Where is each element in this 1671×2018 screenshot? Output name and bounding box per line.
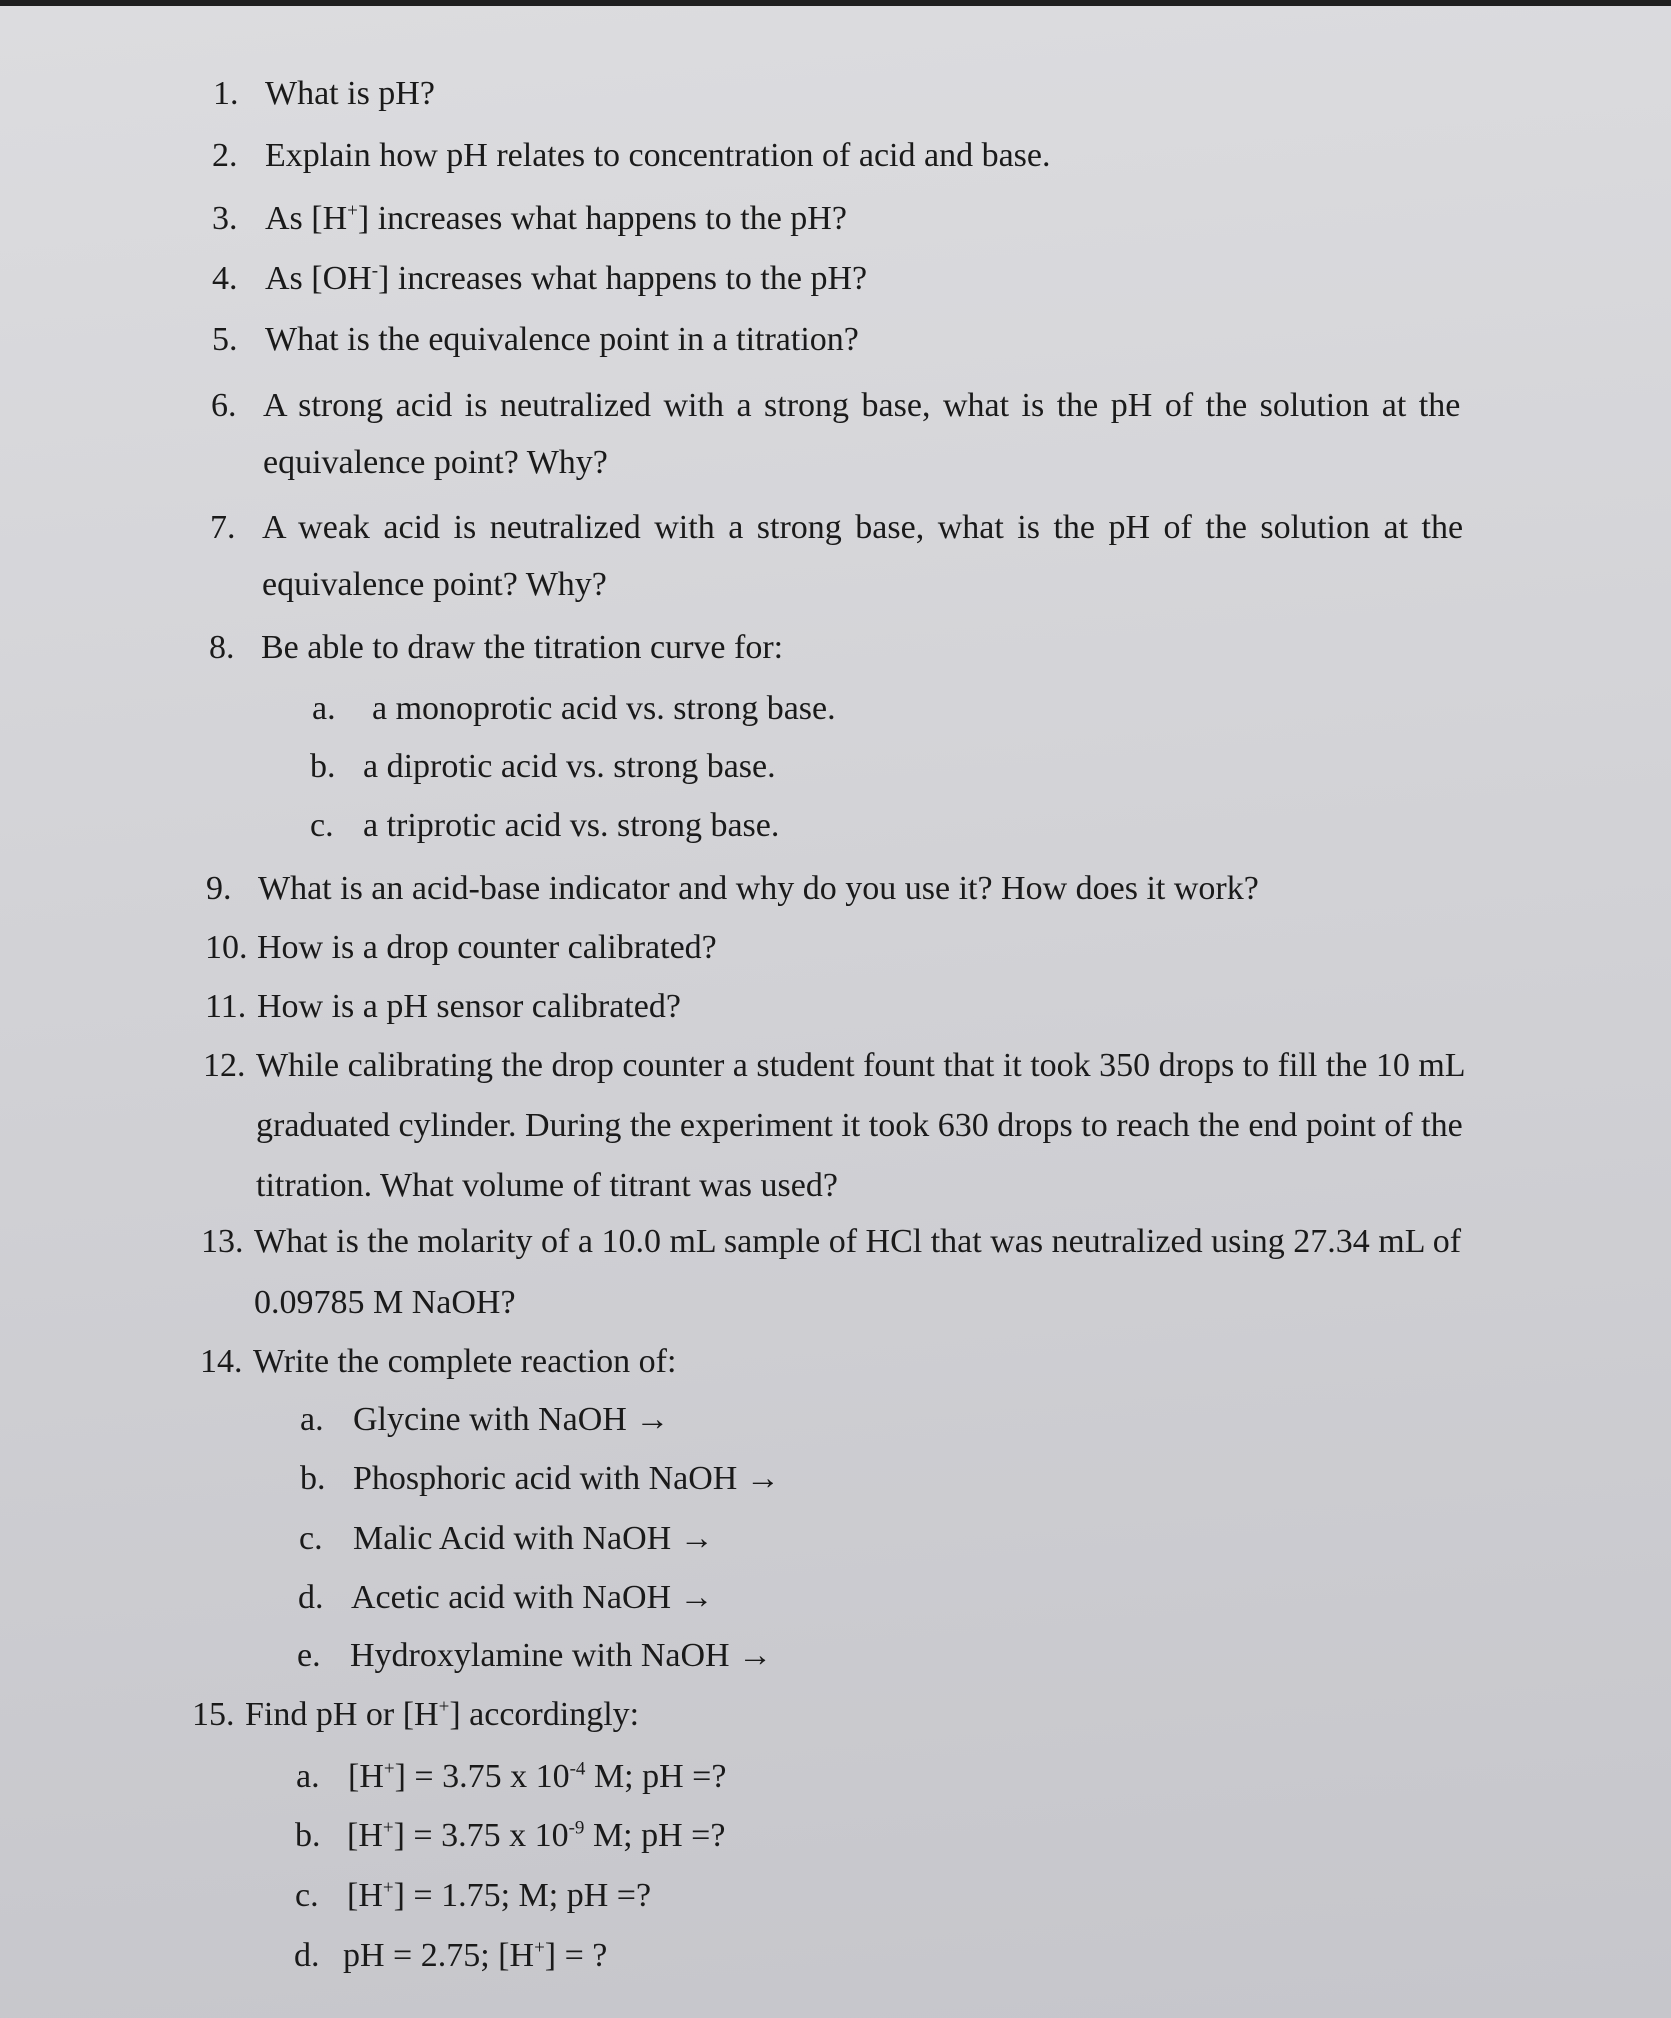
sub-text: Phosphoric acid with NaOH → — [353, 1460, 780, 1497]
sub-text: a monoprotic acid vs. strong base. — [372, 690, 836, 727]
worksheet-page — [0, 6, 1671, 2018]
question-text: Find pH or [H+] accordingly: — [245, 1696, 640, 1733]
question-text: As [H+] increases what happens to the pH? — [265, 200, 847, 237]
question-text: Write the complete reaction of: — [253, 1343, 677, 1380]
question-text: As [OH-] increases what happens to the pH? — [265, 260, 868, 297]
question-text-line: graduated cylinder. During the experiment it took 630 drops to reach the end point of the — [256, 1107, 1463, 1144]
question-number: 4. — [212, 260, 238, 297]
question-number: 13. — [201, 1223, 244, 1260]
question-text-line: 0.09785 M NaOH? — [254, 1284, 516, 1321]
question-number: 7. — [210, 509, 236, 546]
question-number: 10. — [205, 929, 248, 966]
question-text-line: While calibrating the drop counter a student fount that it took 350 drops to fill the 10 mL — [256, 1047, 1466, 1084]
sub-label: a. — [300, 1401, 324, 1438]
question-text: How is a pH sensor calibrated? — [257, 988, 681, 1025]
question-number: 15. — [192, 1696, 235, 1733]
sub-text: a diprotic acid vs. strong base. — [363, 748, 776, 785]
question-text-line: What is the molarity of a 10.0 mL sample of HCl that was neutralized using 27.34 mL of — [254, 1223, 1462, 1260]
question-text-line: equivalence point? Why? — [262, 566, 607, 603]
question-text-line: A strong acid is neutralized with a strong base, what is the pH of the solution at the — [263, 387, 1461, 424]
sub-label: b. — [310, 748, 336, 785]
question-text-line: equivalence point? Why? — [263, 444, 608, 481]
sub-label: b. — [295, 1817, 321, 1854]
sub-label: d. — [294, 1937, 320, 1974]
sub-text: [H+] = 1.75; M; pH =? — [347, 1877, 652, 1914]
question-number: 9. — [206, 870, 232, 907]
sub-text: Acetic acid with NaOH → — [351, 1579, 714, 1616]
sub-text: pH = 2.75; [H+] = ? — [343, 1937, 608, 1974]
question-text: How is a drop counter calibrated? — [257, 929, 717, 966]
sub-text: a triprotic acid vs. strong base. — [363, 807, 780, 844]
sub-label: e. — [297, 1637, 321, 1674]
sub-text: [H+] = 3.75 x $10^{-4}$ M; pH =? — [348, 1758, 727, 1795]
sub-label: a. — [296, 1758, 320, 1795]
question-text: What is pH? — [265, 75, 435, 112]
sub-label: d. — [298, 1579, 324, 1616]
question-number: 14. — [200, 1343, 243, 1380]
sub-text: Malic Acid with NaOH → — [353, 1520, 714, 1557]
question-text-line: A weak acid is neutralized with a strong base, what is the pH of the solution at the — [262, 509, 1464, 546]
sub-text: Hydroxylamine with NaOH → — [350, 1637, 773, 1674]
sub-text: [H+] = 3.75 x $10^{-9}$ M; pH =? — [347, 1817, 726, 1854]
question-number: 5. — [212, 321, 238, 358]
question-number: 3. — [212, 200, 238, 237]
question-number: 1. — [213, 75, 239, 112]
question-number: 8. — [209, 629, 235, 666]
question-number: 6. — [211, 387, 237, 424]
sub-label: b. — [300, 1460, 326, 1497]
question-number: 2. — [212, 137, 238, 174]
question-number: 11. — [205, 988, 247, 1025]
question-number: 12. — [203, 1047, 246, 1084]
sub-label: c. — [295, 1877, 319, 1914]
question-text: Explain how pH relates to concentration of acid and base. — [265, 137, 1051, 174]
sub-label: c. — [310, 807, 334, 844]
question-text: What is an acid-base indicator and why do you use it? How does it work? — [258, 870, 1259, 907]
question-text: Be able to draw the titration curve for: — [261, 629, 784, 666]
sub-label: a. — [312, 690, 336, 727]
sub-text: Glycine with NaOH → — [353, 1401, 670, 1438]
question-text-line: titration. What volume of titrant was used? — [256, 1167, 838, 1204]
sub-label: c. — [299, 1520, 323, 1557]
question-text: What is the equivalence point in a titration? — [265, 321, 859, 358]
